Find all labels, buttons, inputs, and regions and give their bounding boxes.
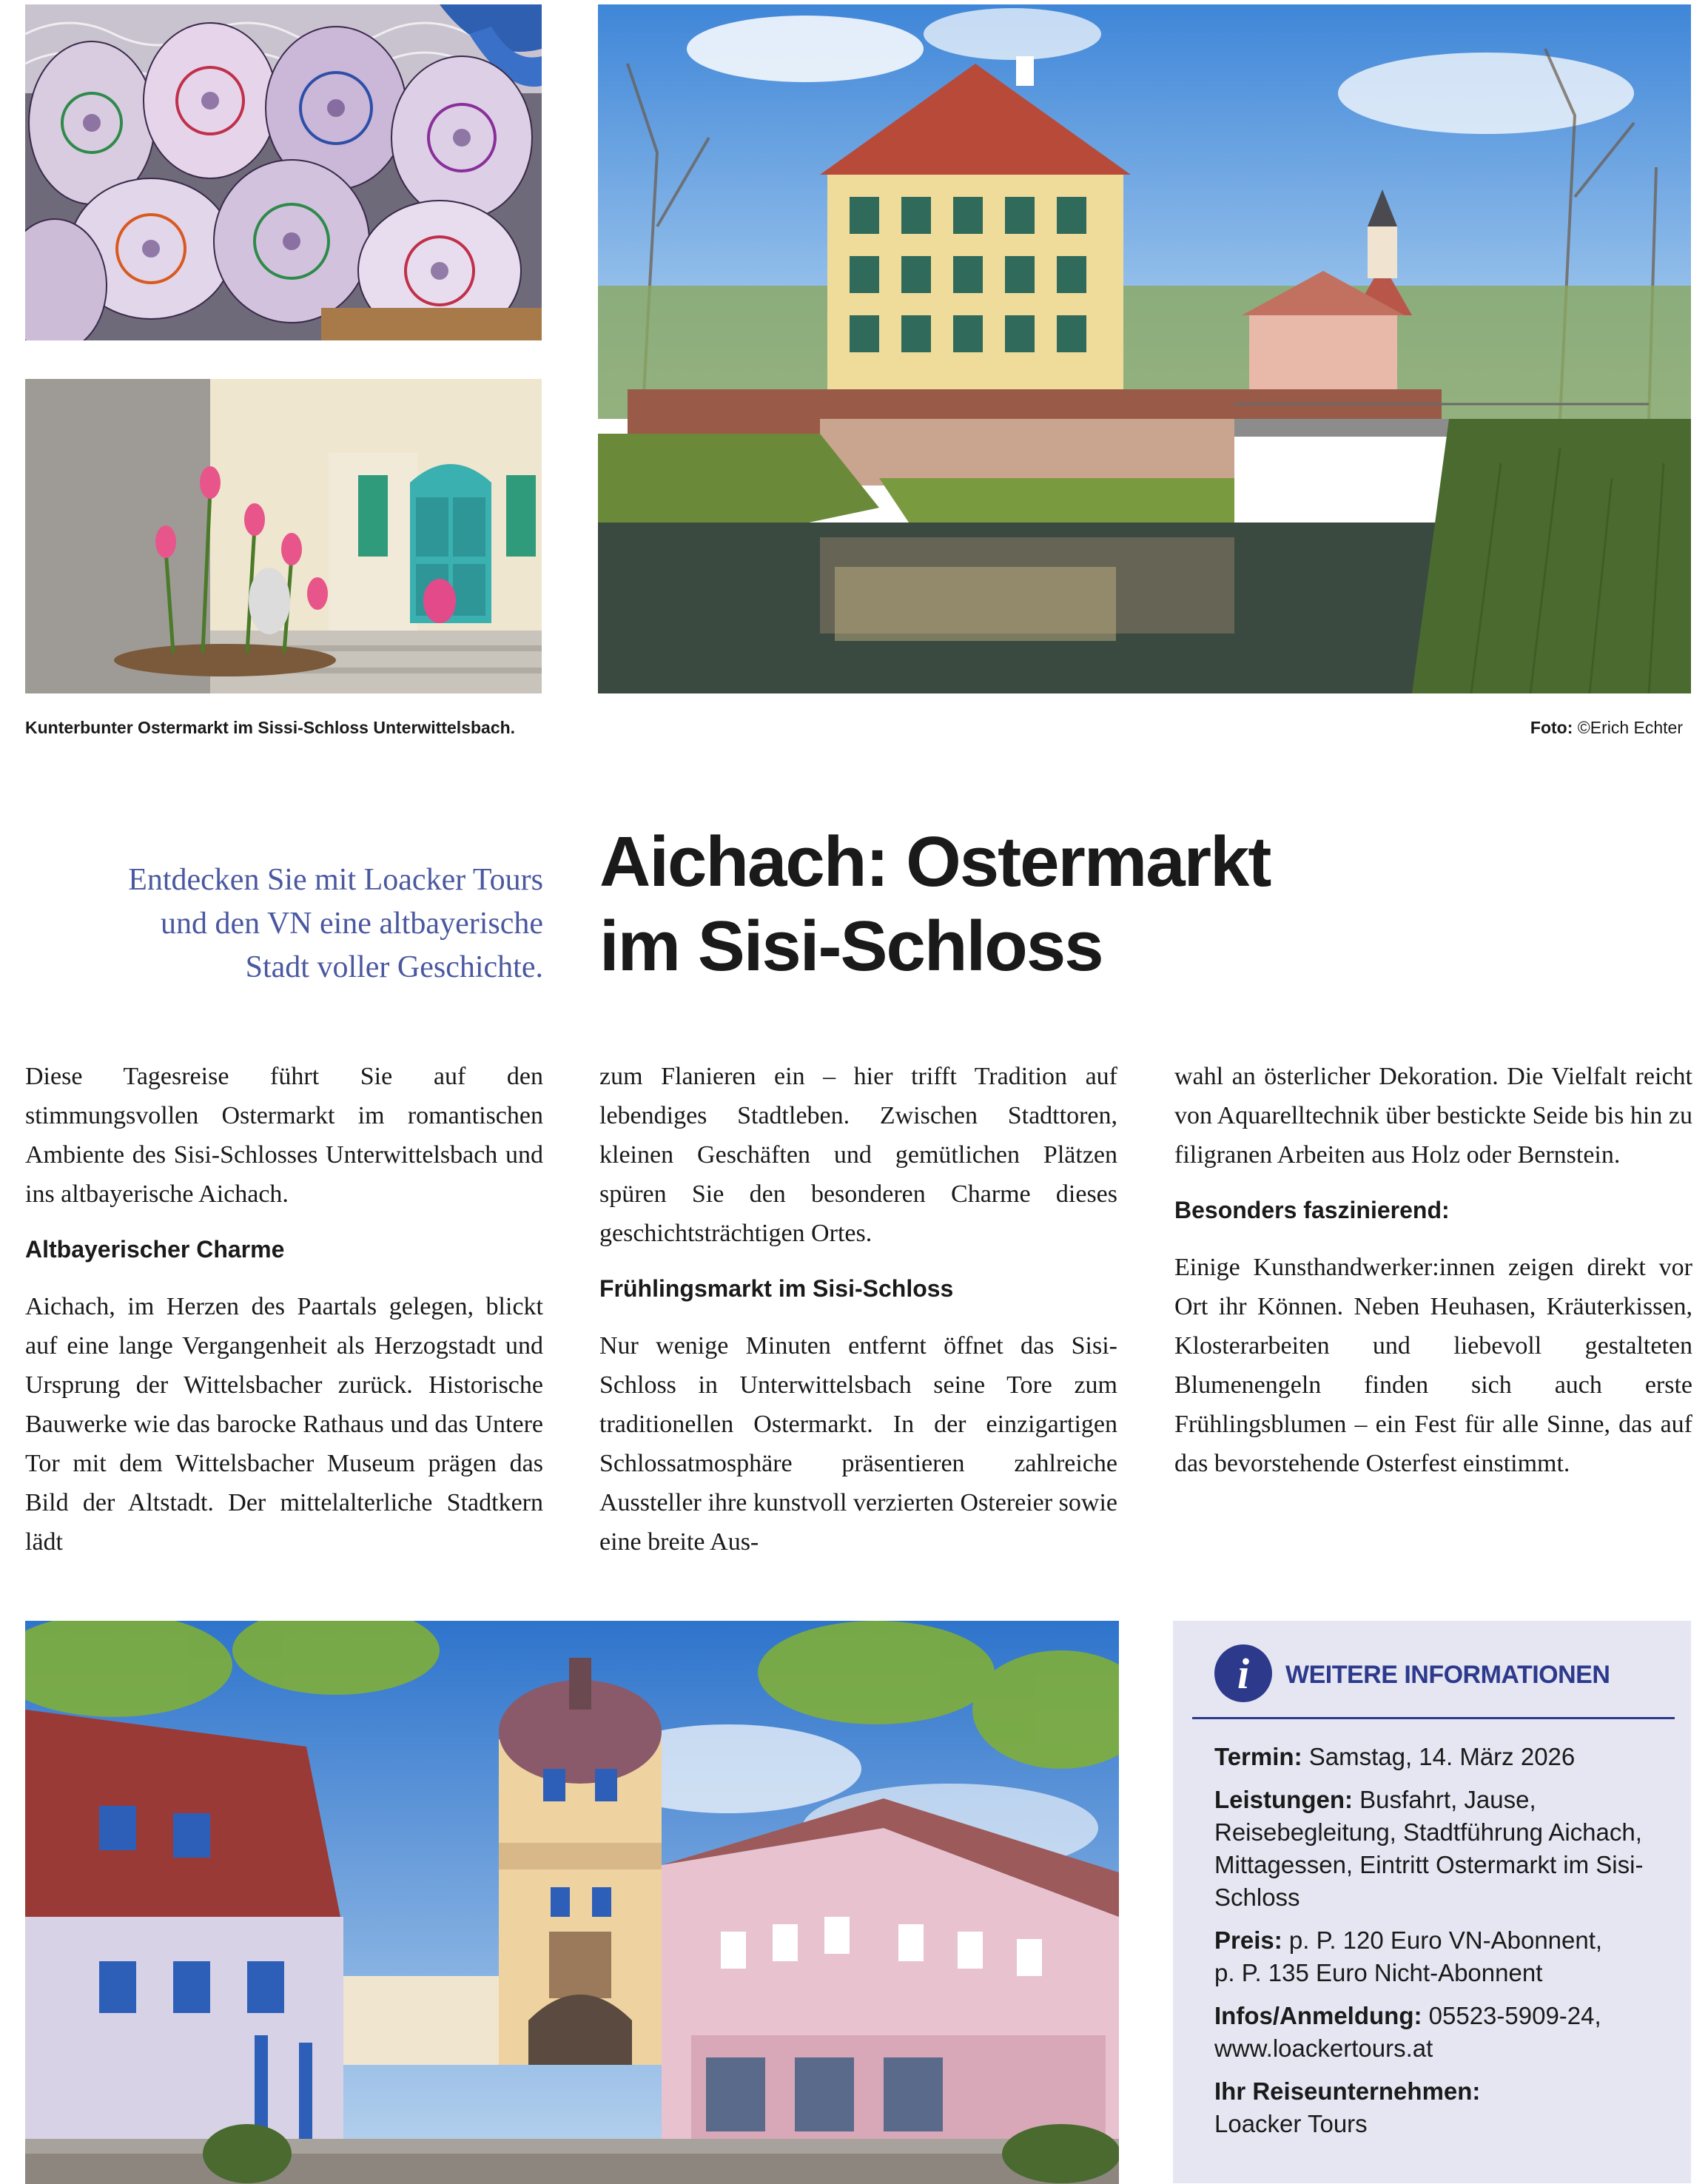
article-paragraph: Nur wenige Minuten entfernt öffnet das Sisi-Schloss in Unterwittelsbach seine Tore zum traditionellen Ostermarkt. In der einzigartigen Schlossatmosphäre präsentieren zahlreiche Aussteller ihre kunstvoll verzierten Ostereier sowie eine breite Aus-	[599, 1332, 1117, 1556]
info-veranstalter	[1214, 2075, 1673, 2140]
info-box	[1173, 1621, 1691, 2183]
info-preis-value-2: p. P. 135 Euro Nicht-Abonnent	[1214, 1959, 1543, 1986]
section-heading: Frühlingsmarkt im Sisi-Schloss	[599, 1275, 954, 1302]
info-box-title: WEITERE INFORMATIONEN	[1285, 1661, 1610, 1689]
photo-aichach-town-gate	[25, 1621, 1119, 2184]
photo-credit	[1530, 718, 1683, 738]
article-paragraph: zum Flanieren ein – hier trifft Tradition auf lebendiges Stadtleben. Zwischen Stadttoren, kleinen Geschäften und gemütlichen Plätzen spüren Sie den besonderen Charme dieses geschichtsträchtigen Ortes.	[599, 1063, 1117, 1247]
info-anmeldung	[1214, 2000, 1673, 2065]
info-leistungen-label: Leistungen:	[1214, 1786, 1353, 1813]
headline-line-2: im Sisi-Schloss	[599, 907, 1103, 986]
info-box-body	[1214, 1741, 1673, 2151]
info-preis	[1214, 1924, 1673, 1989]
info-leistungen	[1214, 1784, 1673, 1914]
info-phone: 05523-5909-24,	[1428, 2002, 1601, 2029]
info-box-divider	[1192, 1717, 1675, 1719]
photo-easter-eggs	[25, 4, 542, 340]
article-column-3	[1174, 1057, 1692, 1483]
intro-line-2: und den VN eine altbayerische	[160, 907, 543, 941]
intro-line-3: Stadt voller Geschichte.	[245, 950, 543, 984]
info-icon-glyph: i	[1237, 1650, 1250, 1698]
photo-castle-doorway-tulips	[25, 379, 542, 693]
headline	[599, 820, 1672, 989]
info-icon	[1214, 1644, 1272, 1702]
article-column-1	[25, 1057, 543, 1562]
info-anmeldung-label: Infos/Anmeldung:	[1214, 2002, 1422, 2029]
info-termin	[1214, 1741, 1673, 1773]
info-termin-value: Samstag, 14. März 2026	[1308, 1743, 1576, 1770]
article-paragraph: Diese Tagesreise führt Sie auf den stimmungsvollen Ostermarkt im romantischen Ambiente des Sisi-Schlosses Unterwittelsbach und ins altbayerische Aichach.	[25, 1063, 543, 1208]
article-column-2	[599, 1057, 1117, 1562]
photo-credit-label: Foto:	[1530, 718, 1573, 737]
info-preis-value-1: p. P. 120 Euro VN-Abonnent,	[1288, 1926, 1603, 1954]
photo-credit-name: ©Erich Echter	[1577, 718, 1683, 737]
section-heading: Besonders faszinierend:	[1174, 1197, 1450, 1223]
intro-line-1: Entdecken Sie mit Loacker Tours	[128, 863, 543, 897]
section-heading: Altbayerischer Charme	[25, 1236, 285, 1263]
headline-line-1: Aichach: Ostermarkt	[599, 822, 1271, 901]
info-preis-label: Preis:	[1214, 1926, 1282, 1954]
info-leistungen-value: Busfahrt, Jause, Reisebegleitung, Stadtführung Aichach, Mittagessen, Eintritt Ostermarkt im Sisi-Schloss	[1214, 1786, 1644, 1911]
article-paragraph: Aichach, im Herzen des Paartals gelegen, blickt auf eine lange Vergangenheit als Herzogstadt und Ursprung der Wittelsbacher zurück. Historische Bauwerke wie das barocke Rathaus und das Untere Tor mit dem Wittelsbacher Museum prägen das Bild der Altstadt. Der mittelalterliche Stadtkern lädt	[25, 1293, 543, 1556]
info-veranstalter-label: Ihr Reiseunternehmen:	[1214, 2077, 1481, 2105]
info-website-link[interactable]: www.loackertours.at	[1214, 2035, 1433, 2062]
article-paragraph: Einige Kunsthandwerker:innen zeigen direkt vor Ort ihr Können. Neben Heuhasen, Kräuterkissen, Klosterarbeiten und liebevoll gestalteten Blumenengeln finden sich auch erste Frühlingsblumen – ein Fest für alle Sinne, das auf das bevorstehende Osterfest einstimmt.	[1174, 1254, 1692, 1477]
intro-teaser	[25, 859, 543, 989]
article-paragraph: wahl an österlicher Dekoration. Die Vielfalt reicht von Aquarelltechnik über bestickte Seide bis hin zu filigranen Arbeiten aus Holz oder Bernstein.	[1174, 1063, 1692, 1169]
info-veranstalter-value: Loacker Tours	[1214, 2110, 1368, 2137]
photo-caption: Kunterbunter Ostermarkt im Sissi-Schloss Unterwittelsbach.	[25, 718, 516, 737]
photo-sisi-castle-moat	[598, 4, 1691, 693]
info-termin-label: Termin:	[1214, 1743, 1302, 1770]
